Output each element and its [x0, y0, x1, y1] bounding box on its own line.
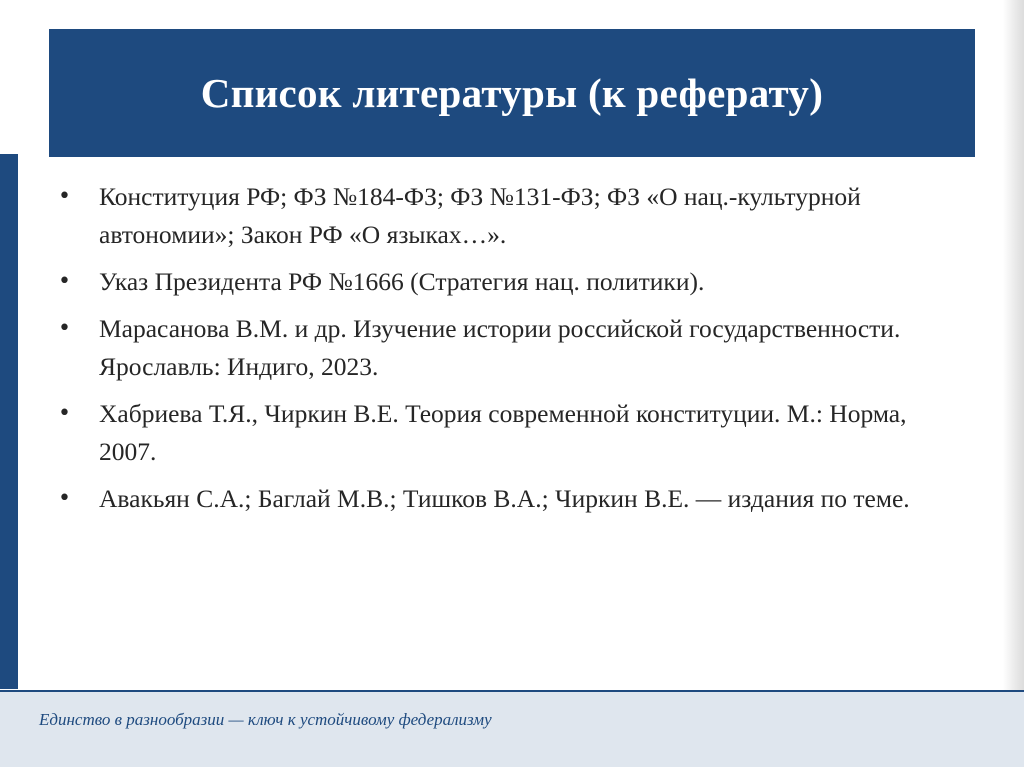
list-item-text: Авакьян С.А.; Баглай М.В.; Тишков В.А.; Чиркин В.Е. — издания по теме. [99, 484, 910, 513]
list-item-text: Марасанова В.М. и др. Изучение истории российской государственности. Ярославль: Индиго, 2023. [99, 314, 901, 381]
list-item [58, 263, 958, 301]
list-item-text: Хабриева Т.Я., Чиркин В.Е. Теория современной конституции. М.: Норма, 2007. [99, 399, 907, 466]
footer-text: Единство в разнообразии — ключ к устойчивому федерализму [39, 710, 492, 729]
bullet-icon: • [58, 401, 71, 426]
bullet-icon: • [58, 316, 71, 341]
slide-edge-shadow [1003, 0, 1024, 690]
list-item [58, 480, 958, 518]
bullet-icon: • [58, 184, 71, 209]
bullet-icon: • [58, 269, 71, 294]
list-item-text: Указ Президента РФ №1666 (Стратегия нац. политики). [99, 267, 705, 296]
left-accent-bar [0, 154, 18, 689]
slide-title: Список литературы (к реферату) [200, 70, 824, 116]
list-item-text: Конституция РФ; ФЗ №184-ФЗ; ФЗ №131-ФЗ; ФЗ «О нац.-культурной автономии»; Закон РФ «О языках…». [99, 182, 861, 249]
bibliography-list [58, 178, 958, 527]
list-item [58, 310, 958, 386]
footer-bar [0, 690, 1024, 767]
list-item [58, 395, 958, 471]
bullet-icon: • [58, 486, 71, 511]
list-item [58, 178, 958, 254]
title-bar [49, 29, 975, 157]
